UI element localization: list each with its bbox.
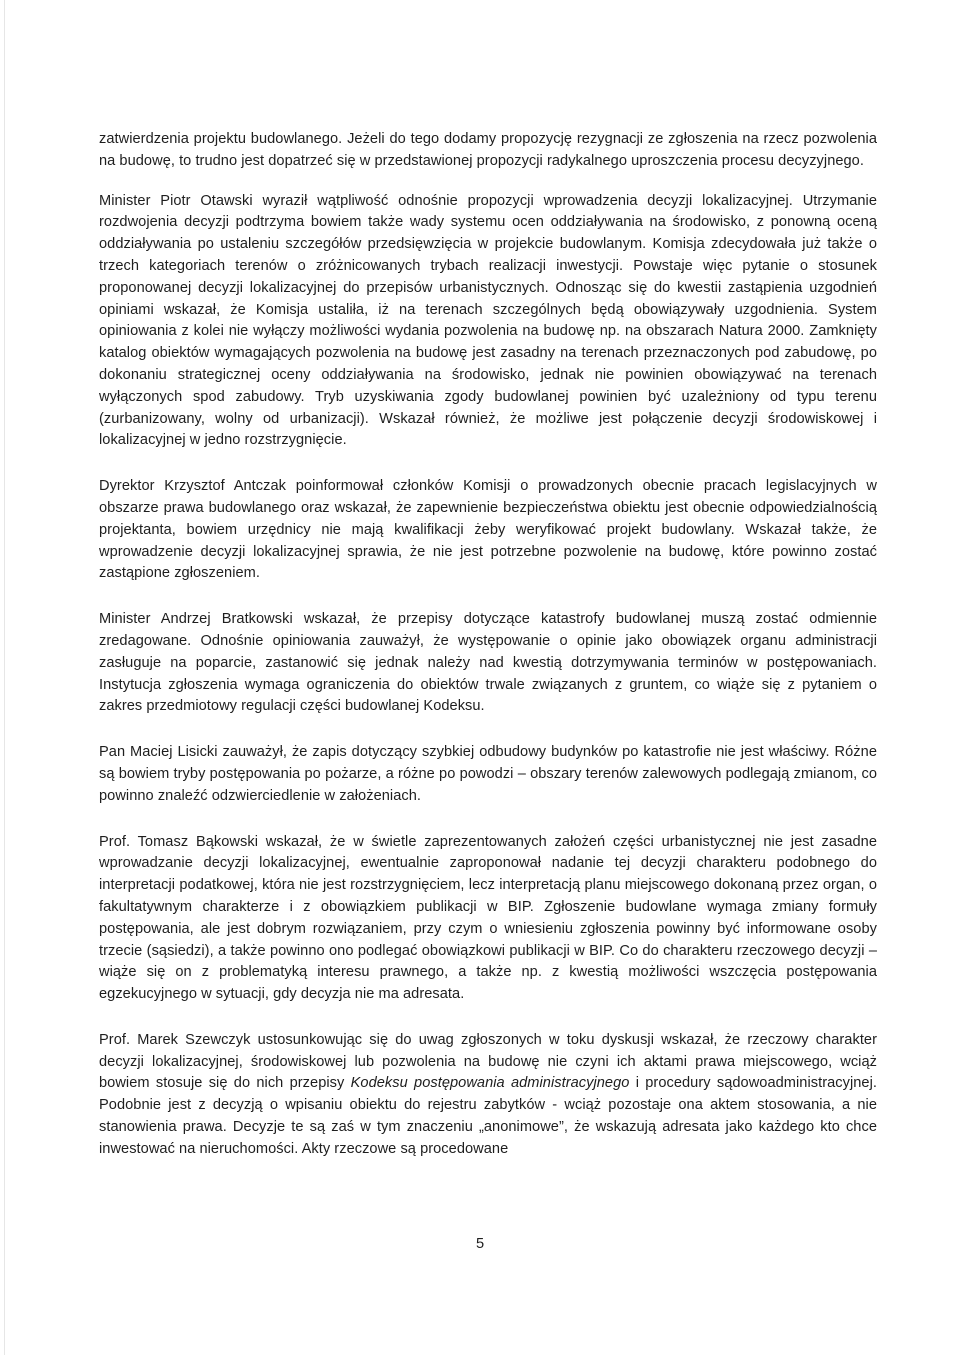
szewczyk-text-after-italic: i procedury sądowoadministracyjnej. Podobnie jest z decyzją o wpisaniu obiektu do rejestru zabytków - wciąż pozostaje ona aktem stosowania, a nie stanowienia prawa. Decyzje te są zaś w tym znaczeniu „anonimowe”, że wskazują adresata jako każdego kto chce inwestować na nieruchomości. Akty rzeczowe są procedowane: [99, 1075, 878, 1157]
paragraph-otawski: Minister Piotr Otawski wyraził wątpliwość odnośnie propozycji wprowadzenia decyzji lokalizacyjnej. Utrzymanie rozdwojenia decyzji podtrzyma bowiem także wady systemu ocen oddziaływania na środowisko, z ponowną oceną oddziaływania po ustaleniu szczegółów przedsięwzięcia w projekcie budowlanym. Komisja zdecydowała już także o trzech kategoriach terenów o zróżnicowanych trybach realizacji inwestycji. Powstaje więc pytanie o stosunek proponowanej decyzji lokalizacyjnej do przepisów urbanistycznych. Odnosząc się do kwestii zastąpienia uzgodnień opiniami wskazał, że Komisja ustaliła, iż na terenach szczególnych będą obowiązywały uzgodnienia. System opiniowania z kolei nie wyłączy możliwości wydania pozwolenia na budowę np. na obszarach Natura 2000. Zamknięty katalog obiektów wymagających pozwolenia na budowę jest zasadny na terenach przeznaczonych pod zabudowę, po dokonaniu strategicznej oceny oddziaływania na środowisko, jednak nie powinien obowiązywać na terenach wyłączonych spod zabudowy. Tryb uzyskiwania zgody budowlanej powinien być uzależniony od typu terenu (zurbanizowany, wolny od urbanizacji). Wskazał również, że możliwe jest połączenie decyzji środowiskowej i lokalizacyjnej w jedno rozstrzygnięcie.: [99, 192, 877, 449]
paragraph-szewczyk: [99, 1030, 877, 1161]
page-number: 5: [475, 1236, 485, 1252]
szewczyk-text-before-italic: Prof. Marek Szewczyk ustosunkowując się do uwag zgłoszonych w toku dyskusji wskazał, że rzeczowy charakter decyzji lokalizacyjnej, środowiskowej lub pozwolenia na budowę nie czyni ich aktami prawa miejscowego, wciąż bowiem stosuje się do nich przepisy: [99, 1031, 877, 1092]
paragraph-lisicki: Pan Maciej Lisicki zauważył, że zapis dotyczący szybkiej odbudowy budynków po katastrofie nie jest właściwy. Różne są bowiem tryby postępowania po pożarze, a różne po powodzi – obszary terenów zalewowych podlegają zmianom, co powinno znaleźć odzwierciedlenie w założeniach.: [99, 744, 877, 804]
document-body: [99, 129, 877, 1185]
paragraph-antczak: Dyrektor Krzysztof Antczak poinformował członków Komisji o prowadzonych obecnie pracach legislacyjnych w obszarze prawa budowlanego oraz wskazał, że zapewnienie bezpieczeństwa obiektu jest obecnie odpowiedzialnością projektanta, bowiem urzędnicy nie mają kwalifikacji żeby weryfikować projekt budowlany. Wskazał także, że wprowadzenie decyzji lokalizacyjnej sprawia, że nie jest potrzebne pozwolenie na budowę, które powinno zostać zastąpione zgłoszeniem.: [99, 478, 877, 582]
szewczyk-italic-title: Kodeksu postępowania administracyjnego: [350, 1075, 630, 1092]
scan-edge-line: [4, 0, 5, 1355]
paragraph-bakowski: Prof. Tomasz Bąkowski wskazał, że w świetle zaprezentowanych założeń części urbanistycznej nie jest zasadne wprowadzanie decyzji lokalizacyjnej, ewentualnie zaproponował nadanie tej decyzji charakteru podobnego do interpretacji podatkowej, która nie jest rozstrzygnięciem, lecz interpretacją planu miejscowego dokonaną przez organ, o fakultatywnym charakterze i z obowiązkiem publikacji w BIP. Zgłoszenie budowlane wymaga zmiany formuły postępowania, ale jest dobrym rozwiązaniem, przy czym o wniesieniu zgłoszenia powinny być informowane osoby trzecie (sąsiedzi), a także powinno ono podlegać obowiązkowi publikacji w BIP. Co do charakteru rzeczowego decyzji – wiąże się on z problematyką interesu prawnego, a także np. z kwestią możliwości wszczęcia postępowania egzekucyjnego w sytuacji, gdy decyzja nie ma adresata.: [99, 833, 877, 1003]
paragraph-bratkowski: Minister Andrzej Bratkowski wskazał, że przepisy dotyczące katastrofy budowlanej muszą zostać odmiennie zredagowane. Odnośnie opiniowania zauważył, że występowanie o opinie jako obowiązek organu administracji zasługuje na poparcie, zastanowić się jednak należy nad kwestią dotrzymywania terminów w postępowaniach. Instytucja zgłoszenia wymaga ograniczenia do obiektów trwale związanych z gruntem, co wiąże się z pytaniem o zakres przedmiotowy regulacji części budowlanej Kodeksu.: [99, 611, 877, 715]
paragraph-continuation: zatwierdzenia projektu budowlanego. Jeżeli do tego dodamy propozycję rezygnacji ze zgłoszenia na rzecz pozwolenia na budowę, to trudno jest dopatrzeć się w przedstawionej propozycji radykalnego uproszczenia procesu decyzyjnego.: [99, 131, 877, 169]
